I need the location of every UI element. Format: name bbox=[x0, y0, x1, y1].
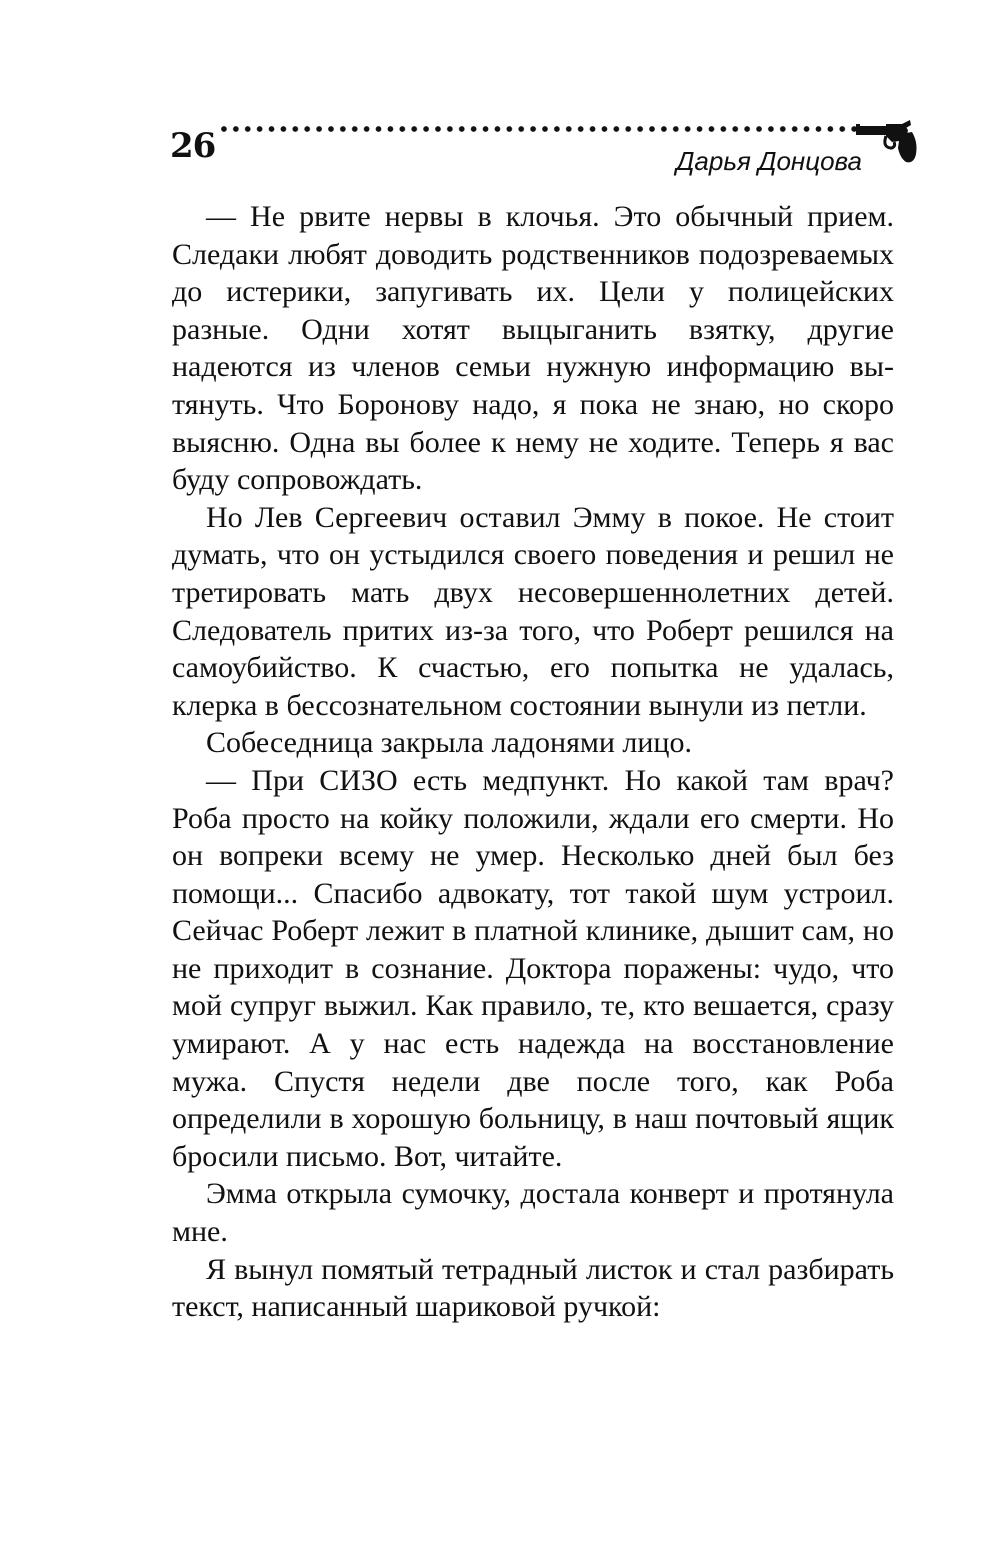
author-name: Дарья Донцова bbox=[676, 146, 862, 176]
revolver-icon bbox=[856, 120, 920, 168]
paragraph: Я вынул помятый тетрадный листок и стал разбирать текст, написанный шариковой ручкой: bbox=[172, 1252, 894, 1324]
dotted-leader bbox=[218, 124, 873, 134]
paragraph: Собеседница закрыла ладонями лицо. bbox=[206, 726, 692, 760]
running-header bbox=[170, 118, 930, 198]
paragraph: — При СИЗО есть медпункт. Но какой там врач? Роба просто на койку положили, ждали его смерти. Но он вопреки всему не умер. Несколько дней был без помощи... Спасибо адвокату, тот такой шум устроил. Сейчас Роберт лежит в платной клинике, дышит сам, но не приходит в сознание. Доктора поражены: чудо, что мой супруг выжил. Как правило, те, кто вешается, сразу умирают. А у нас есть надежда на восстановление мужа. Спустя недели две после того, как Роба определили в хорошую больницу, в наш почтовый ящик бросили письмо. Вот, читайте. bbox=[172, 763, 894, 1173]
paragraph: Эмма открыла сумочку, достала конверт и протянула мне. bbox=[172, 1177, 894, 1249]
body-text bbox=[172, 198, 894, 1326]
paragraph: — Не рвите нервы в клочья. Это обычный прием. Следаки любят доводить родственников подозреваемых до истерики, запугивать их. Цели у полицейских разные. Одни хотят выцыганить взятку, другие надеются из членов семьи нужную информацию вытянуть. Что Боронову надо, я пока не знаю, но скоро выясню. Одна вы более к нему не ходите. Теперь я вас буду сопровождать. bbox=[172, 200, 894, 497]
paragraph: Но Лев Сергеевич оставил Эмму в покое. Не стоит думать, что он устыдился своего поведения и решил не третировать мать двух несовершеннолетних детей. Следователь притих из-за того, что Роберт решился на самоубийство. К счастью, его попытка не удалась, клерка в бессознательном состоянии вынули из петли. bbox=[172, 500, 894, 722]
page-number: 26 bbox=[170, 126, 216, 166]
